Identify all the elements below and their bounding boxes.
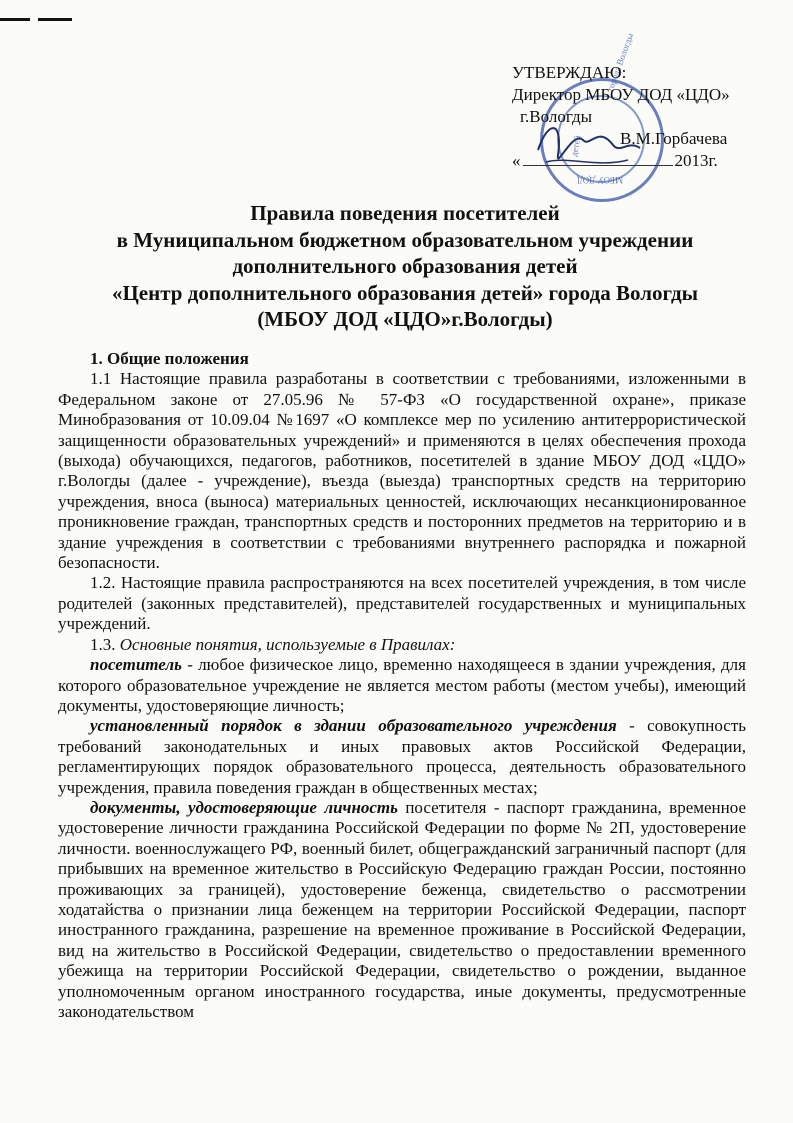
section-heading: 1. Общие положения (90, 349, 249, 368)
title-line: Правила поведения посетителей (250, 201, 560, 225)
approval-signer: В.М.Горбачева (620, 129, 728, 148)
paragraph-1-2: 1.2. Настоящие правила распространяются на всех посетителей учреждения, в том числе родителей (законных представителей), представителей государственных и муниципальных учреждений. (58, 573, 746, 634)
title-line: «Центр дополнительного образования детей» города Вологды (111, 280, 699, 305)
definition-order: установленный порядок в здании образовательного учреждения - совокупность требований законодательных и иных правовых актов Российской Федерации, регламентирующих порядок образовательного процесса, деятельность образовательного учреждения, правила поведения граждан в общественных местах; (58, 716, 746, 797)
definition-documents: документы, удостоверяющие личность посетителя - паспорт гражданина, временное удостоверение личности гражданина Российской Федерации по форме № 2П, удостоверение личности. военнослужащего РФ, военный билет, общегражданский заграничный паспорт (для прибывших на временное жительство в Российскую Федерацию граждан России, постоянно проживающих за границей), удостоверение беженца, свидетельство о рассмотрении ходатайства о признании лица беженцем на территории Российской Федерации, паспорт иностранного гражданина, разрешение на временное проживание в Российской Федерации, вид на жительство в Российской Федерации, свидетельство о предоставлении временного убежища на территории Российской Федерации, свидетельство о рождении, выданное уполномоченным органом иностранного государства, иные документы, предусмотренные законодательством (58, 797, 746, 1021)
approval-block (512, 62, 782, 172)
approval-date: « 2013г. (512, 151, 718, 170)
definition-visitor: посетитель - любое физическое лицо, временно находящееся в здании учреждения, для которого образовательное учреждение не является местом работы (местом учебы), имеющий документы, удостоверяющие личность; (58, 655, 746, 715)
stamp-text: МБОУ ДОД (577, 175, 624, 185)
title-line: дополнительного образования детей (232, 254, 578, 278)
document-title (60, 200, 750, 333)
definition-term: документы, удостоверяющие личность (90, 797, 398, 817)
title-line: в Муниципальном бюджетном образовательном учреждении (116, 227, 694, 252)
stamp-text: города Вологды (605, 31, 636, 93)
paragraph-1-3: 1.3. Основные понятия, используемые в Правилах: (90, 634, 456, 654)
approval-city: г.Вологды (520, 107, 593, 126)
definition-term: установленный порядок в здании образовательного учреждения (90, 716, 617, 736)
approval-heading: УТВЕРЖДАЮ: (512, 63, 627, 82)
scan-mark (0, 18, 30, 21)
approval-position: Директор МБОУ ДОД «ЦДО» (512, 85, 730, 104)
document-body (58, 349, 746, 1022)
scan-mark (38, 18, 72, 21)
title-line: (МБОУ ДОД «ЦДО»г.Вологды) (257, 307, 553, 331)
stamp-text: детей (568, 134, 583, 158)
paragraph-1-1: 1.1 Настоящие правила разработаны в соответствии с требованиями, изложенными в Федеральном законе от 27.05.96 № 57-ФЗ «О государственной охране», приказе Минобразования от 10.09.04 №1697 «О комплексе мер по усилению антитеррористической защищенности образовательных учреждений» и применяются в целях обеспечения прохода (выхода) обучающихся, педагогов, работников, посетителей в здание МБОУ ДОД «ЦДО» г.Вологды (далее - учреждение), въезда (выезда) транспортных средств на территорию учреждения, вноса (выноса) материальных ценностей, исключающих несанкционированное проникновение граждан, транспортных средств и посторонних предметов на территорию и в здание учреждения в соответствии с требованиями внутреннего распорядка и пожарной безопасности. (58, 369, 746, 573)
definition-term: посетитель (90, 655, 182, 675)
